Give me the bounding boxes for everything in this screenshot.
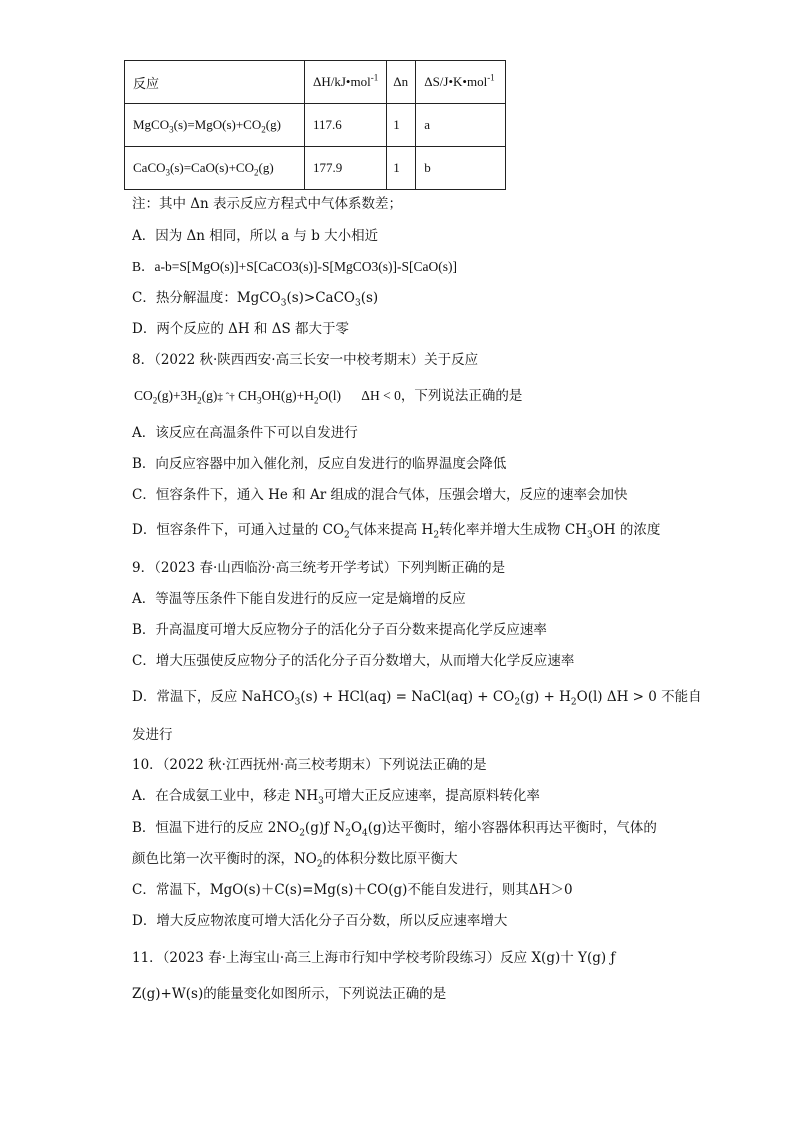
q9-option-a: A．等温等压条件下能自发进行的反应一定是熵增的反应 bbox=[132, 591, 466, 607]
q9-option-d: D．常温下，反应 NaHCO$_3$(s) + HCl(aq) = NaCl(aq) + $CO_2(g) + H_2O(l) \Delta H > 0$ 不能自 bbox=[132, 689, 702, 708]
q7-note: 注：其中 Δn 表示反应方程式中气体系数差； bbox=[132, 196, 403, 212]
header-entropy: ΔS/J•K•mol$^{-1}$ bbox=[416, 61, 506, 104]
q10-option-b: B．恒温下进行的反应 $2NO_2(g)ƒ$ $N_2O_4(g)$达平衡时，缩小容器体积再达平衡时，气体的 bbox=[132, 820, 657, 839]
q10-option-d: D．增大反应物浓度可增大活化分子百分数，所以反应速率增大 bbox=[132, 913, 508, 929]
q9-stem: 9．（2023 春·山西临汾·高三统考开学考试）下列判断正确的是 bbox=[132, 560, 506, 576]
table-row bbox=[125, 147, 506, 190]
q11-stem-continued: Z(g)+W(s)的能量变化如图所示，下列说法正确的是 bbox=[132, 986, 447, 1002]
header-enthalpy: ΔH/kJ•mol$^{-1}$ bbox=[305, 61, 387, 104]
q8-option-b: B．向反应容器中加入催化剂，反应自发进行的临界温度会降低 bbox=[132, 456, 507, 472]
header-reaction: 反应 bbox=[125, 61, 305, 104]
q10-stem: 10．（2022 秋·江西抚州·高三校考期末）下列说法正确的是 bbox=[132, 757, 487, 773]
q9-option-c: C．增大压强使反应物分子的活化分子百分数增大，从而增大化学反应速率 bbox=[132, 653, 575, 669]
q8-equation: $CO_2(g)+3H_2(g)\ddagger$ ˆ† $CH_3OH(g)+H_2O(l)$ ΔH < 0，下列说法正确的是 bbox=[134, 388, 523, 406]
table-header-row bbox=[125, 61, 506, 104]
q8-option-d: D．恒容条件下，可通入过量的 $CO_2$气体来提高 $H_2$转化率并增大生成物 $CH_3OH$ 的浓度 bbox=[132, 522, 661, 541]
q8-option-a: A．该反应在高温条件下可以自发进行 bbox=[132, 425, 358, 441]
q7-option-c: C．热分解温度：MgCO$_3$(s)>CaCO$_3$(s) bbox=[132, 290, 379, 309]
q10-option-c: C．常温下，MgO(s)＋C(s)=Mg(s)＋CO(g)不能自发进行，则其ΔH＞0 bbox=[132, 882, 573, 898]
q10-option-b-continued: 颜色比第一次平衡时的深，$NO_2$的体积分数比原平衡大 bbox=[132, 851, 458, 870]
q7-option-a: A．因为 Δn 相同，所以 a 与 b 大小相近 bbox=[132, 228, 379, 244]
header-delta-n: Δn bbox=[387, 61, 416, 104]
reaction-data-table bbox=[124, 60, 506, 190]
entropy-value: b bbox=[416, 147, 506, 190]
delta-n-value: 1 bbox=[387, 104, 416, 147]
q10-option-a: A．在合成氨工业中，移走 $NH_3$可增大正反应速率，提高原料转化率 bbox=[132, 788, 540, 807]
q8-stem: 8．（2022 秋·陕西西安·高三长安一中校考期末）关于反应 bbox=[132, 352, 479, 368]
enthalpy-value: 177.9 bbox=[305, 147, 387, 190]
q9-option-d-continued: 发进行 bbox=[132, 727, 173, 743]
reaction-caco3: $CaCO_3(s)=CaO(s)+CO_2(g)$ bbox=[125, 147, 305, 190]
q7-option-d: D．两个反应的 ΔH 和 ΔS 都大于零 bbox=[132, 321, 350, 337]
q8-option-c: C．恒容条件下，通入 He 和 Ar 组成的混合气体，压强会增大，反应的速率会加快 bbox=[132, 487, 628, 503]
reaction-mgco3: $MgCO_3(s)=MgO(s)+CO_2(g)$ bbox=[125, 104, 305, 147]
entropy-value: a bbox=[416, 104, 506, 147]
q11-stem: 11．（2023 春·上海宝山·高三上海市行知中学校考阶段练习）反应 X(g)十 Y(g) ƒ bbox=[132, 950, 616, 966]
q7-option-b: B．a-b=S[MgO(s)]+S[CaCO3(s)]-S[MgCO3(s)]-S[CaO(s)] bbox=[132, 259, 457, 274]
delta-n-value: 1 bbox=[387, 147, 416, 190]
equilibrium-arrow-icon: ‡ ˆ† bbox=[217, 391, 235, 403]
q9-option-b: B．升高温度可增大反应物分子的活化分子百分数来提高化学反应速率 bbox=[132, 622, 547, 638]
table-row bbox=[125, 104, 506, 147]
enthalpy-value: 117.6 bbox=[305, 104, 387, 147]
